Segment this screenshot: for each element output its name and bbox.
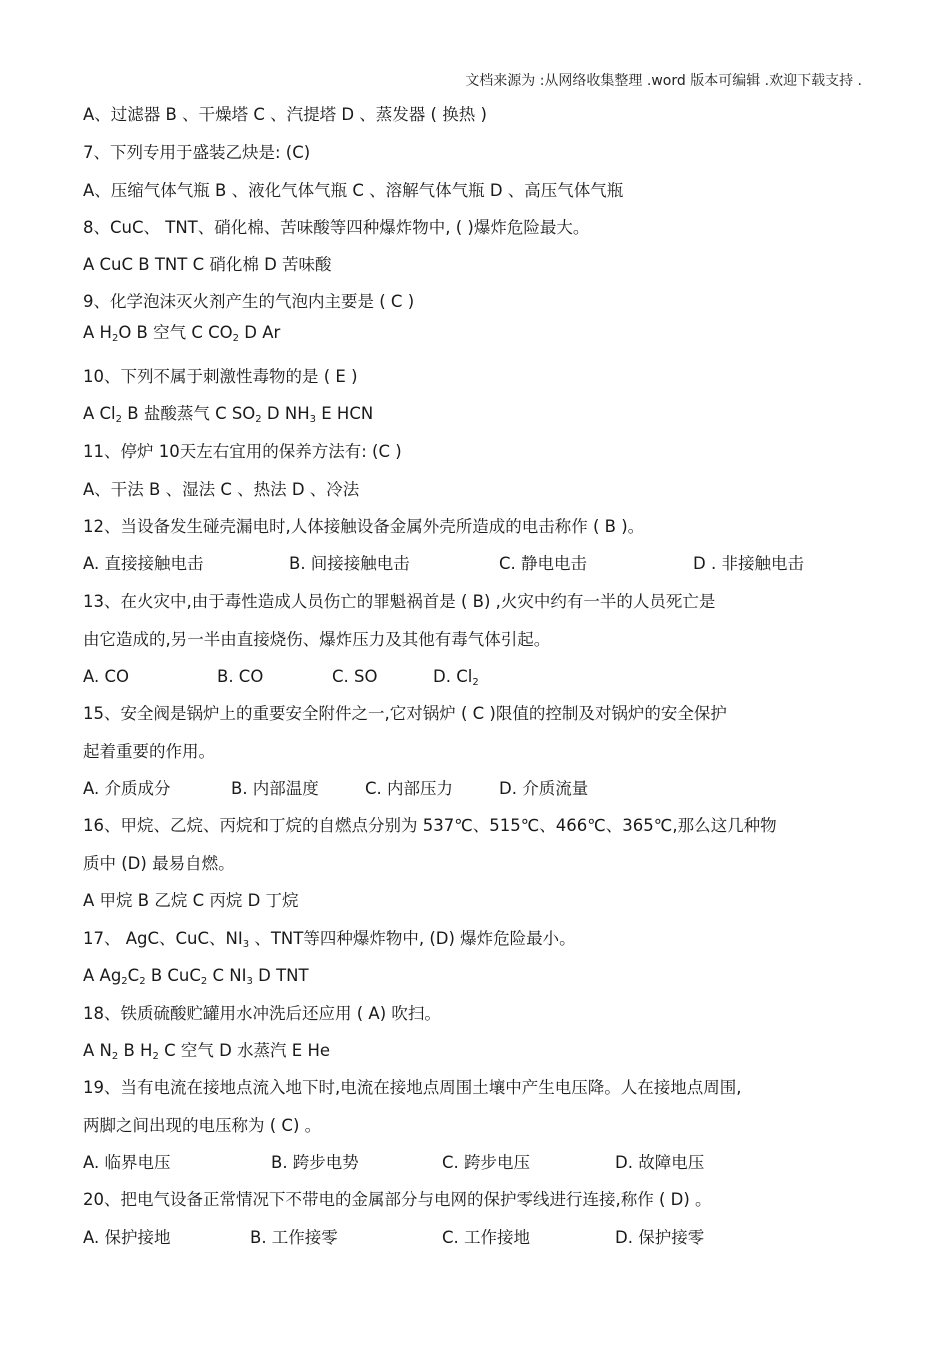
option-a: A. 临界电压 [83,1153,171,1172]
question-19-line-2: 两脚之间出现的电压称为 ( C) 。 [83,1116,322,1135]
options-q16: A 甲烷 B 乙烷 C 丙烷 D 丁烷 [83,891,299,910]
options-q17: A $Ag_2C_2$ B CuC$_2$ C $NI_3$ D TNT [83,966,309,987]
question-8: 8、CuC、 TNT、硝化棉、苦味酸等四种爆炸物中, ( )爆炸危险最大。 [83,218,590,237]
options-q18: A $N_2$ B $H_2$ C 空气 D 水蒸汽 E He [83,1041,331,1062]
option-d: D . 非接触电击 [693,554,804,573]
question-13-line-1: 13、在火灾中,由于毒性造成人员伤亡的罪魁祸首是 ( B) ,火灾中约有一半的人员死亡是 [83,592,716,611]
options-q13 [83,666,873,694]
options-q12 [83,553,873,575]
option-a: A. 介质成分 [83,779,171,798]
options-q11: A、干法 B 、湿法 C 、热法 D 、冷法 [83,480,360,499]
options-q20 [83,1227,873,1249]
option-c: C. SO [332,667,378,686]
question-11: 11、停炉 10天左右宜用的保养方法有: (C ) [83,442,402,461]
option-b: B. 工作接零 [250,1228,338,1247]
option-a: A. 保护接地 [83,1228,171,1247]
option-c: C. 内部压力 [365,779,454,798]
question-13-line-2: 由它造成的,另一半由直接烧伤、爆炸压力及其他有毒气体引起。 [83,630,551,649]
option-d: D. 保护接零 [615,1228,705,1247]
question-12: 12、当设备发生碰壳漏电时,人体接触设备金属外壳所造成的电击称作 ( B )。 [83,517,645,536]
question-16-line-1: 16、甲烷、乙烷、丙烷和丁烷的自燃点分别为 537℃、515℃、466℃、365℃,那么这几种物 [83,816,777,835]
option-c: C. 工作接地 [442,1228,531,1247]
question-16-line-2: 质中 (D) 最易自燃。 [83,854,235,873]
option-b: B. 间接接触电击 [289,554,410,573]
question-19-line-1: 19、当有电流在接地点流入地下时,电流在接地点周围土壤中产生电压降。人在接地点周围, [83,1078,742,1097]
options-q7: A、压缩气体气瓶 B 、液化气体气瓶 C 、溶解气体气瓶 D 、高压气体气瓶 [83,181,624,200]
option-a: A. 直接接触电击 [83,554,204,573]
option-d: D. 介质流量 [499,779,589,798]
options-q9: A $H_2O$ B 空气 C $CO_2$ D Ar [83,323,281,344]
options-q19 [83,1152,873,1174]
question-7: 7、下列专用于盛装乙炔是: (C) [83,143,311,162]
question-10: 10、下列不属于刺激性毒物的是 ( E ) [83,367,358,386]
option-b: B. 内部温度 [231,779,319,798]
option-a: A. CO [83,667,129,686]
option-b: B. CO [217,667,264,686]
question-15-line-2: 起着重要的作用。 [83,742,215,761]
question-18: 18、铁质硫酸贮罐用水冲洗后还应用 ( A) 吹扫。 [83,1004,441,1023]
page-header-source-note: 文档来源为 :从网络收集整理 .word 版本可编辑 .欢迎下载支持 . [465,73,862,89]
option-c: C. 跨步电压 [442,1153,531,1172]
option-d: D. $Cl_2$ [433,667,479,688]
option-b: B. 跨步电势 [271,1153,359,1172]
options-q15 [83,778,873,800]
options-q10: A $Cl_2$ B 盐酸蒸气 C $SO_2$ D $NH_3$ E HCN [83,404,374,425]
question-15-line-1: 15、安全阀是锅炉上的重要安全附件之一,它对锅炉 ( C )限值的控制及对锅炉的安全保护 [83,704,727,723]
question-20: 20、把电气设备正常情况下不带电的金属部分与电网的保护零线进行连接,称作 ( D) 。 [83,1190,712,1209]
options-line-q6: A、过滤器 B 、干燥塔 C 、汽提塔 D 、蒸发器 ( 换热 ) [83,105,487,124]
question-9: 9、化学泡沫灭火剂产生的气泡内主要是 ( C ) [83,292,415,311]
option-c: C. 静电电击 [499,554,588,573]
options-q8: A CuC B TNT C 硝化棉 D 苦味酸 [83,255,332,274]
option-d: D. 故障电压 [615,1153,705,1172]
question-17: 17、 AgC、CuC、$NI_3$ 、TNT等四种爆炸物中, (D) 爆炸危险最小。 [83,929,576,950]
